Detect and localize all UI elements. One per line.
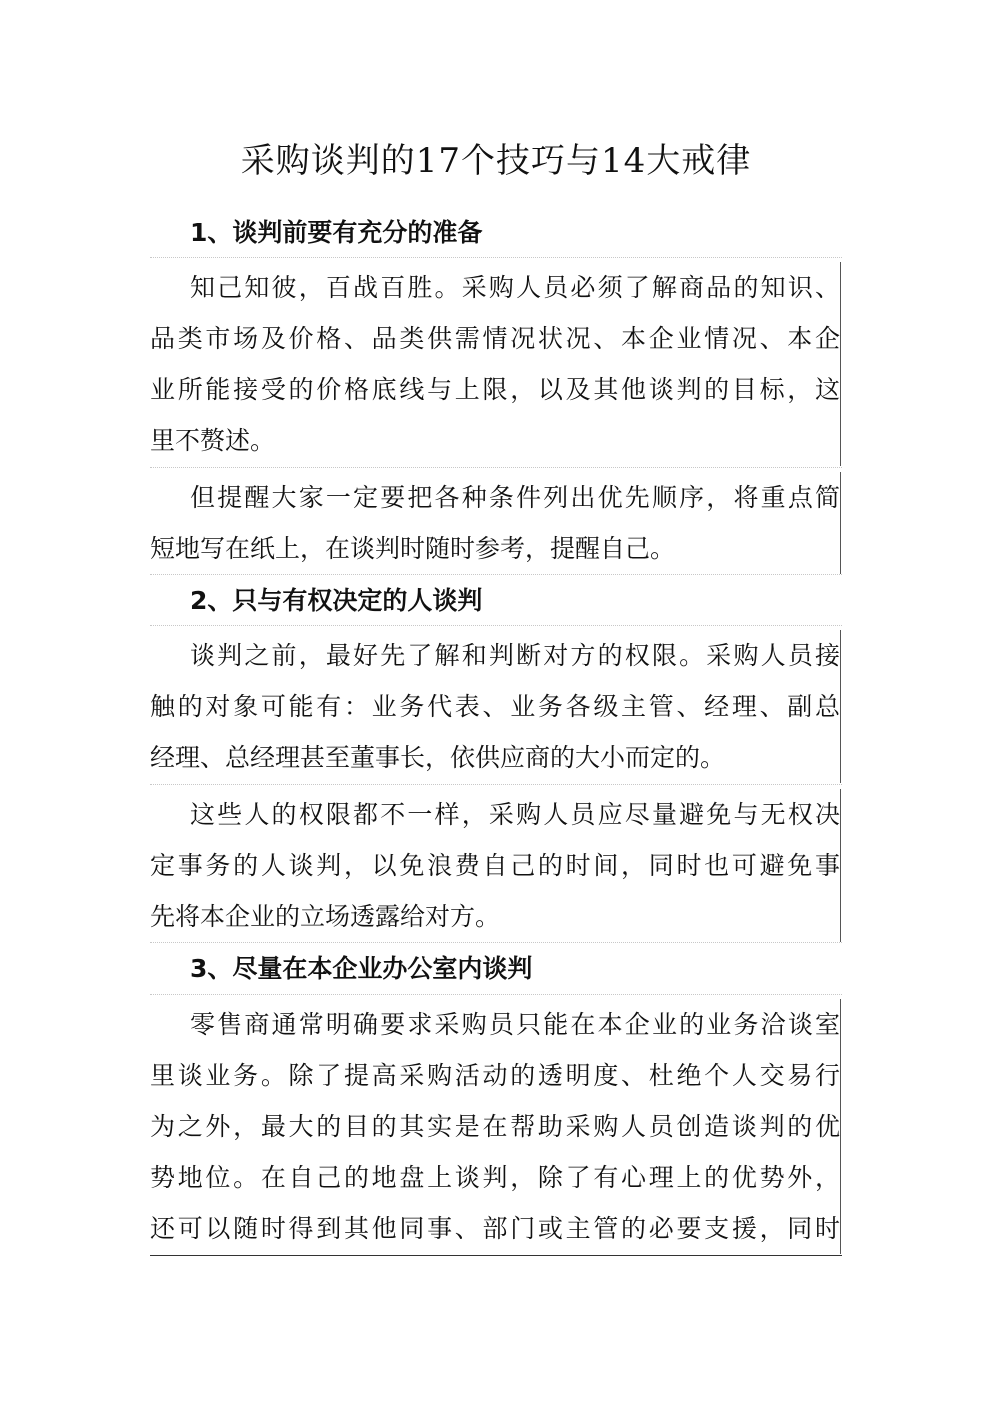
bottom-rule [150, 1255, 842, 1256]
paragraph-line: 里谈业务。除了提高采购活动的透明度、杜绝个人交易行 [150, 1061, 840, 1090]
page-title: 采购谈判的17个技巧与14大戒律 [240, 141, 752, 181]
paragraph-line: 势地位。在自己的地盘上谈判，除了有心理上的优势外， [150, 1163, 840, 1192]
section-rule [150, 574, 842, 575]
paragraph-line: 为之外，最大的目的其实是在帮助采购人员创造谈判的优 [150, 1112, 840, 1141]
paragraph-line: 知己知彼，百战百胜。采购人员必须了解商品的知识、 [190, 273, 840, 302]
section-rule [150, 257, 842, 258]
section-heading-1: 1、谈判前要有充分的准备 [190, 218, 483, 247]
paragraph-line: 谈判之前，最好先了解和判断对方的权限。采购人员接 [190, 641, 840, 670]
paragraph-rule [150, 467, 842, 468]
section-rule [150, 994, 842, 995]
paragraph-line: 定事务的人谈判，以免浪费自己的时间，同时也可避免事 [150, 851, 840, 880]
paragraph-line: 这些人的权限都不一样，采购人员应尽量避免与无权决 [190, 800, 840, 829]
paragraph-line: 短地写在纸上，在谈判时随时参考，提醒自己。 [150, 534, 676, 563]
paragraph-line: 业所能接受的价格底线与上限，以及其他谈判的目标，这 [150, 375, 840, 404]
section-heading-2: 2、只与有权决定的人谈判 [190, 586, 483, 615]
section-rule [150, 942, 842, 943]
paragraph-2-1 [150, 630, 841, 783]
paragraph-line: 零售商通常明确要求采购员只能在本企业的业务洽谈室 [190, 1010, 840, 1039]
paragraph-2-2 [150, 789, 841, 942]
section-heading-3: 3、尽量在本企业办公室内谈判 [190, 954, 533, 983]
paragraph-rule [150, 784, 842, 785]
section-rule [150, 625, 842, 626]
paragraph-1-2 [150, 472, 841, 574]
paragraph-line: 还可以随时得到其他同事、部门或主管的必要支援，同时 [150, 1214, 840, 1243]
paragraph-line: 触的对象可能有：业务代表、业务各级主管、经理、副总 [150, 692, 840, 721]
paragraph-3-1 [150, 999, 841, 1254]
paragraph-line: 先将本企业的立场透露给对方。 [150, 902, 501, 931]
paragraph-line: 里不赘述。 [150, 426, 276, 455]
paragraph-line: 品类市场及价格、品类供需情况状况、本企业情况、本企 [150, 324, 840, 353]
paragraph-line: 但提醒大家一定要把各种条件列出优先顺序，将重点简 [190, 483, 840, 512]
paragraph-line: 经理、总经理甚至董事长，依供应商的大小而定的。 [150, 743, 726, 772]
paragraph-1-1 [150, 262, 841, 466]
